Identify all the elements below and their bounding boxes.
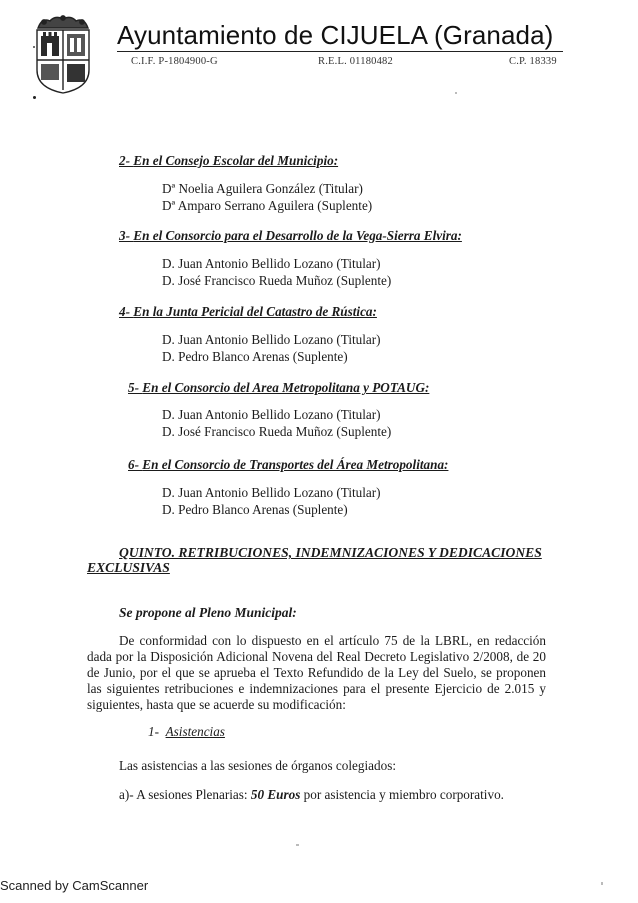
member-name: D. Juan Antonio Bellido Lozano (Titular) xyxy=(162,407,381,422)
member-name: D. Juan Antonio Bellido Lozano (Titular) xyxy=(162,332,381,347)
cif-number: C.I.F. P-1804900-G xyxy=(131,56,218,67)
proposal-heading: Se propone al Pleno Municipal: xyxy=(119,605,297,620)
member-name: D. Juan Antonio Bellido Lozano (Titular) xyxy=(162,256,381,271)
municipal-crest-icon xyxy=(30,14,96,94)
subsection-heading: 1- Asistencias xyxy=(148,724,225,739)
section-heading: 3- En el Consorcio para el Desarrollo de la Vega-Sierra Elvira: xyxy=(119,228,462,243)
postal-code: C.P. 18339 xyxy=(509,56,557,67)
asistencias-intro: Las asistencias a las sesiones de órganos colegiados: xyxy=(119,758,396,773)
item-a: a)- A sesiones Plenarias: 50 Euros por asistencia y miembro corporativo. xyxy=(119,787,504,802)
section-heading: 4- En la Junta Pericial del Catastro de Rústica: xyxy=(119,304,377,319)
member-name: D. Pedro Blanco Arenas (Suplente) xyxy=(162,502,348,517)
section-heading: 5- En el Consorcio del Area Metropolitana y POTAUG: xyxy=(128,380,430,395)
rel-number: R.E.L. 01180482 xyxy=(318,56,393,67)
body-paragraph: De conformidad con lo dispuesto en el artículo 75 de la LBRL, en redacción dada por la Disposición Adicional Novena del Real Decreto Legislativo 2/2008, de 20 de Junio, por el que se aprueba el Texto Refundido de la Ley del Suelo, se proponen las siguientes retribuciones e indemnizaciones para el presente Ejercicio de 2.015 y siguientes, hasta que se acuerde su modificación: xyxy=(87,633,546,712)
member-name: D. José Francisco Rueda Muñoz (Suplente) xyxy=(162,273,392,288)
member-name: Dª Amparo Serrano Aguilera (Suplente) xyxy=(162,198,373,213)
member-name: D. José Francisco Rueda Muñoz (Suplente) xyxy=(162,424,392,439)
scanner-watermark: Scanned by CamScanner xyxy=(0,878,149,893)
quinto-heading-continued: EXCLUSIVAS xyxy=(87,560,170,575)
municipality-title: Ayuntamiento de CIJUELA (Granada) xyxy=(117,20,554,50)
section-heading: 6- En el Consorcio de Transportes del Área Metropolitana: xyxy=(128,457,449,472)
header-rule xyxy=(117,51,563,52)
member-name: Dª Noelia Aguilera González (Titular) xyxy=(162,181,363,196)
member-name: D. Pedro Blanco Arenas (Suplente) xyxy=(162,349,348,364)
member-name: D. Juan Antonio Bellido Lozano (Titular) xyxy=(162,485,381,500)
quinto-heading: QUINTO. RETRIBUCIONES, INDEMNIZACIONES Y DEDICACIONES xyxy=(119,545,542,560)
section-heading: 2- En el Consejo Escolar del Municipio: xyxy=(119,153,339,168)
